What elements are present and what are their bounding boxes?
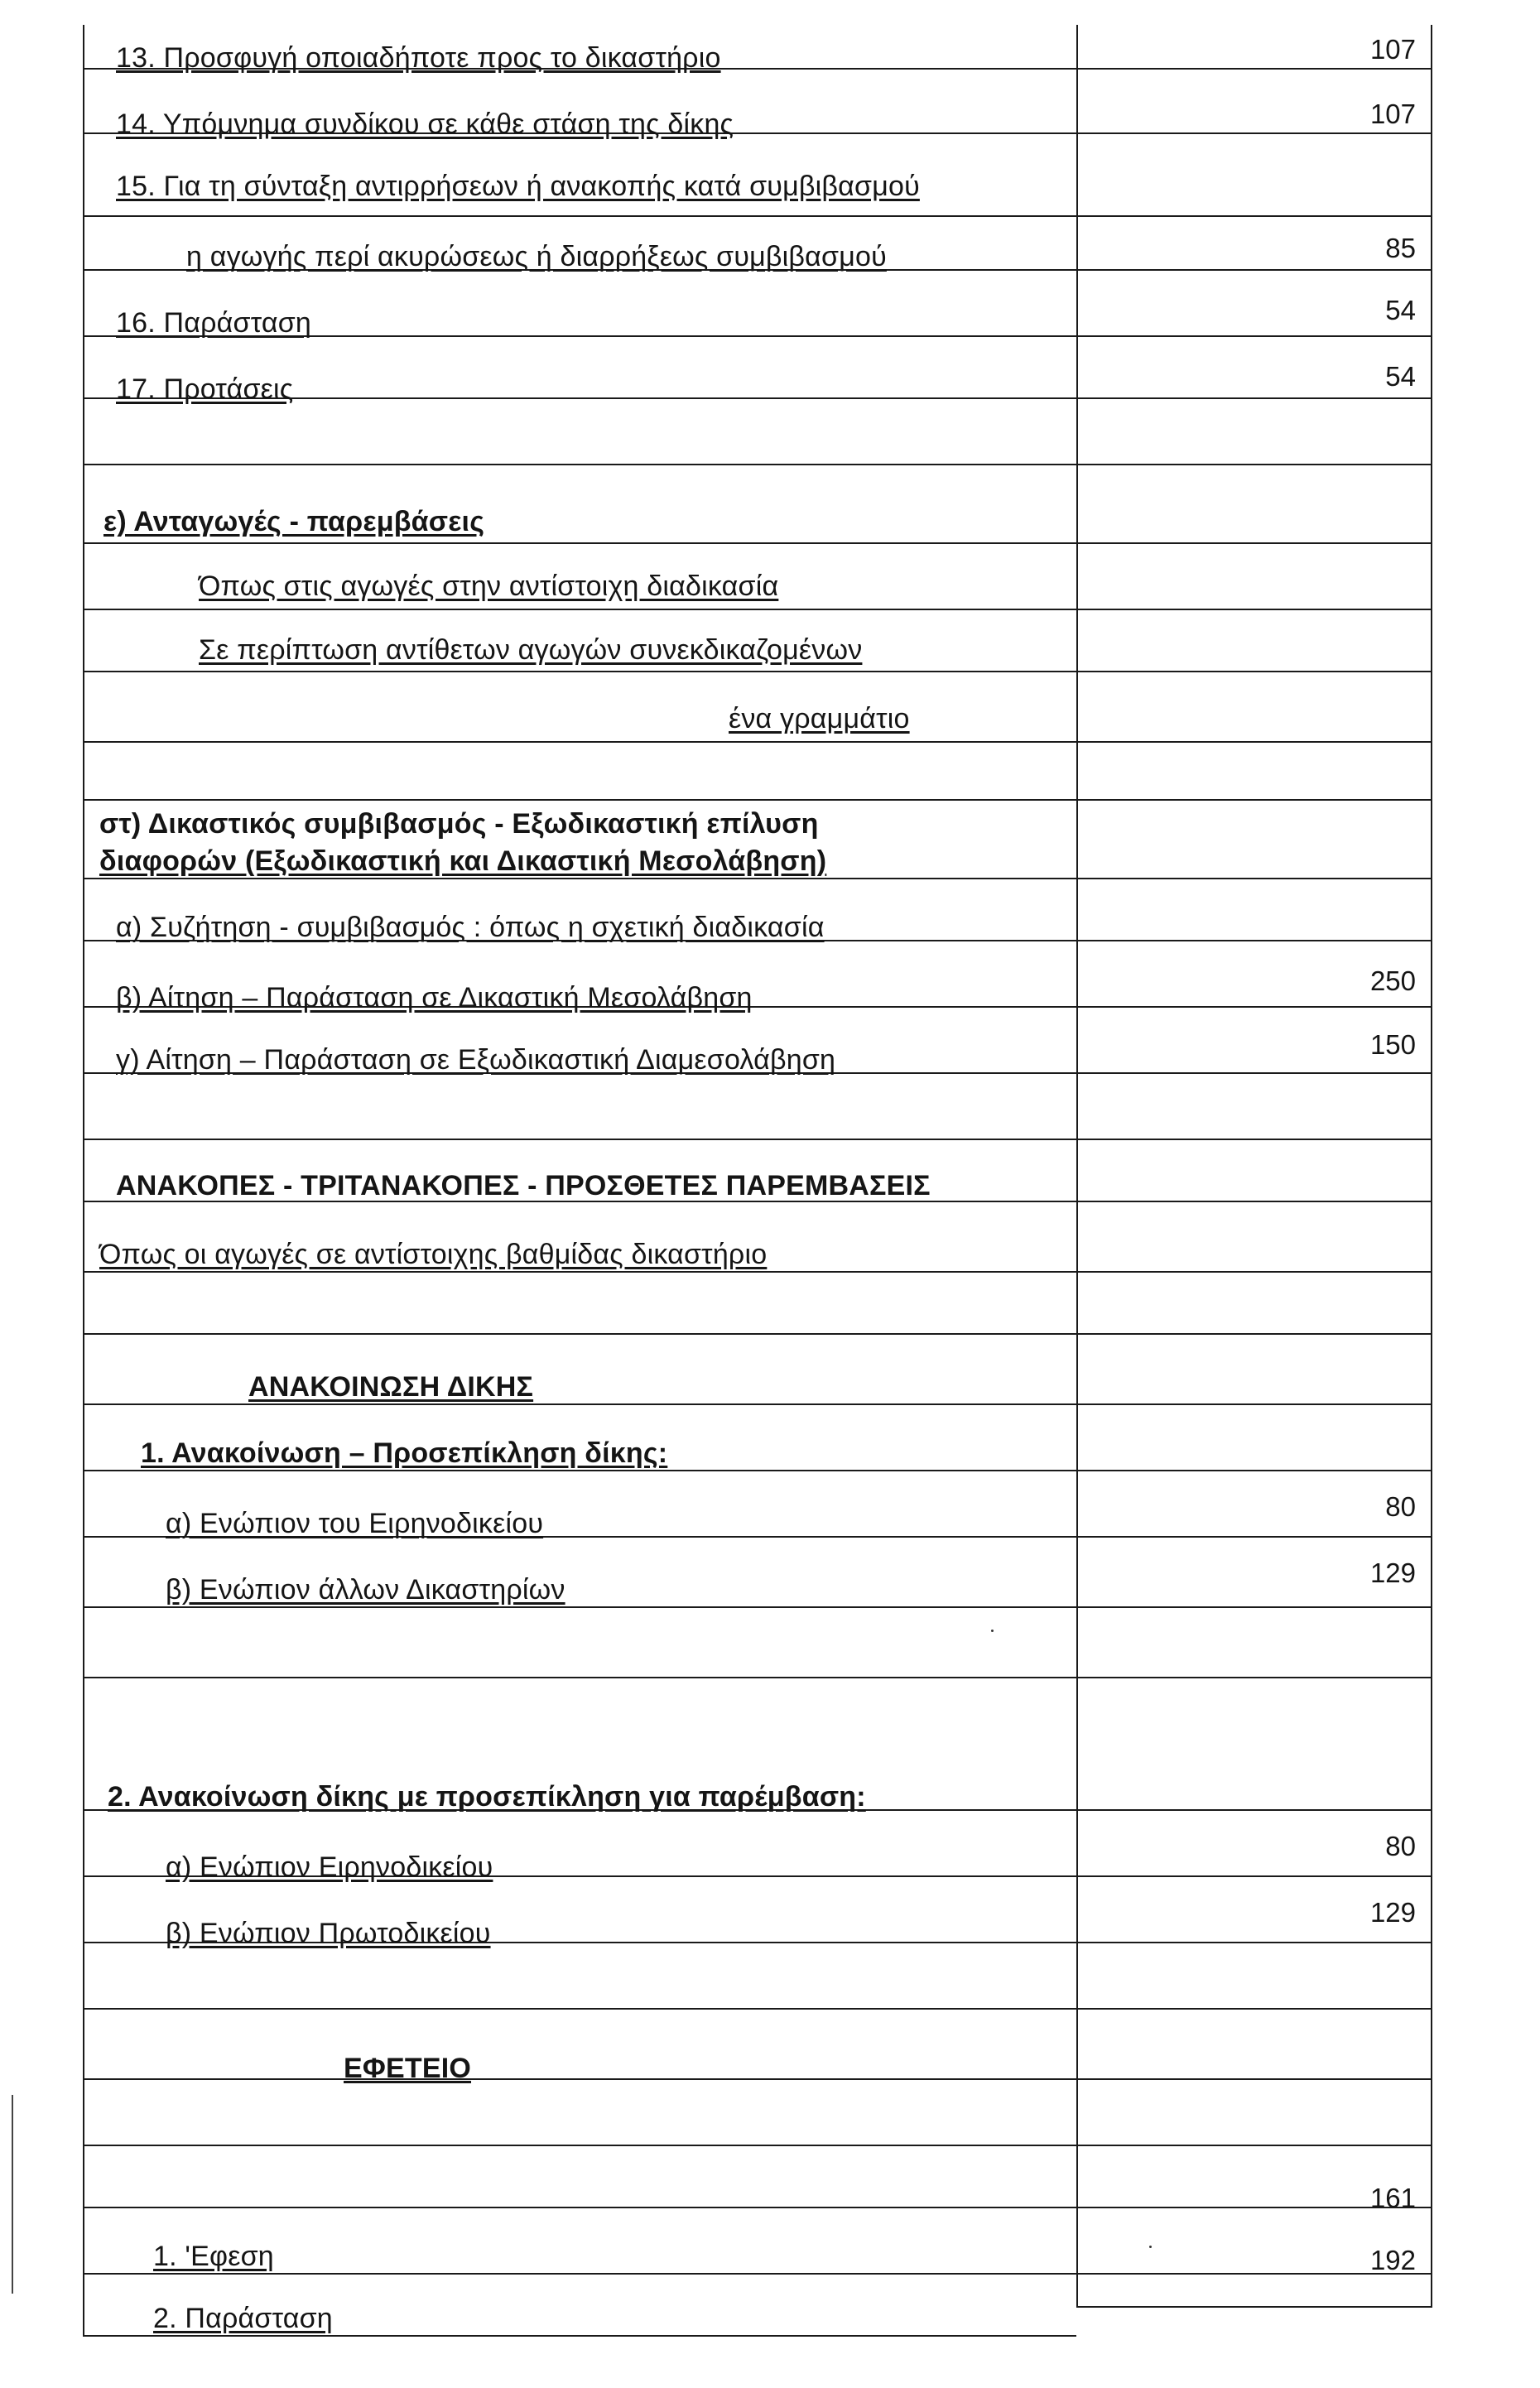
row-line [83, 1403, 1432, 1405]
section-e-line1: Όπως στις αγωγές στην αντίστοιχη διαδικασία [199, 571, 779, 602]
row-15-amount: 85 [1385, 233, 1416, 263]
row-line [83, 1139, 1432, 1140]
row-line [83, 1271, 1432, 1273]
scan-speck [1149, 2246, 1152, 2248]
row-16-text: 16. Παράσταση [116, 307, 312, 339]
section-st-c-text: γ) Αίτηση – Παράσταση σε Εξωδικαστική Διαμεσολάβηση [116, 1044, 836, 1076]
row-13-text: 13. Προσφυγή οποιαδήποτε προς το δικαστήριο [116, 42, 721, 74]
anakoinosi-p1-title: 1. Ανακοίνωση – Προσεπίκληση δίκης: [141, 1437, 668, 1469]
row-line [83, 1677, 1432, 1678]
row-line [83, 2008, 1432, 2010]
table-right-border [1431, 25, 1432, 2306]
row-17-amount: 54 [1385, 361, 1416, 392]
anakoinosi-p2-b-amount: 129 [1369, 1897, 1416, 1928]
section-st-b-amount: 250 [1369, 965, 1416, 996]
row-line [1076, 2306, 1432, 2308]
row-14-text: 14. Υπόμνημα συνδίκου σε κάθε στάση της δίκης [116, 108, 734, 140]
section-st-heading-2: διαφορών (Εξωδικαστική και Δικαστική Μεσολάβηση) [99, 845, 827, 877]
row-line [83, 2207, 1432, 2208]
efeteio-r1-text: 1. 'Εφεση [153, 2241, 274, 2272]
section-e-line2: Σε περίπτωση αντίθετων αγωγών συνεκδικαζομένων [199, 634, 863, 666]
efeteio-r2-text: 2. Παράσταση [153, 2303, 333, 2334]
row-line [83, 671, 1432, 672]
margin-mark [12, 2095, 13, 2294]
row-line [83, 2145, 1432, 2146]
row-line [83, 878, 1432, 879]
section-st-b-text: β) Αίτηση – Παράσταση σε Δικαστική Μεσολάβηση [116, 982, 753, 1013]
efeteio-r2-amount: 192 [1369, 2245, 1416, 2275]
anakoinosi-p1-b-text: β) Ενώπιον άλλων Δικαστηρίων [166, 1574, 565, 1606]
row-16-amount: 54 [1385, 295, 1416, 325]
anakoinosi-p1-a-amount: 80 [1385, 1491, 1416, 1522]
table-left-border [83, 25, 84, 2337]
row-15-text-line2: η αγωγής περί ακυρώσεως ή διαρρήξεως συμβιβασμού [186, 241, 887, 272]
row-line [83, 464, 1432, 465]
anakoinosi-p2-a-amount: 80 [1385, 1831, 1416, 1861]
section-e-line3: ένα γραμμάτιο [729, 703, 910, 734]
row-line [83, 609, 1432, 610]
section-e-heading: ε) Ανταγωγές - παρεμβάσεις [103, 506, 485, 537]
efeteio-heading: ΕΦΕΤΕΙΟ [344, 2053, 472, 2084]
row-line [83, 1333, 1432, 1335]
anakoinosi-p2-a-text: α) Ενώπιον Ειρηνοδικείου [166, 1851, 493, 1883]
row-15-text-line1: 15. Για τη σύνταξη αντιρρήσεων ή ανακοπής κατά συμβιβασμού [116, 171, 920, 202]
section-st-heading-1: στ) Δικαστικός συμβιβασμός - Εξωδικαστική επίλυση [99, 808, 819, 840]
row-line [83, 741, 1432, 743]
row-line [83, 1470, 1432, 1471]
section-st-a-text: α) Συζήτηση - συμβιβασμός : όπως η σχετική διαδικασία [116, 912, 825, 943]
efeteio-r1-amount: 161 [1369, 2183, 1416, 2213]
row-14-amount: 107 [1369, 99, 1416, 129]
anakoinosi-p2-title: 2. Ανακοίνωση δίκης με προσεπίκληση για παρέμβαση: [108, 1781, 866, 1813]
scan-speck [991, 1630, 994, 1632]
section-st-c-amount: 150 [1369, 1029, 1416, 1060]
row-13-amount: 107 [1369, 34, 1416, 65]
row-line [83, 1606, 1432, 1608]
row-line [83, 215, 1432, 217]
anakoinosi-p2-b-text: β) Ενώπιον Πρωτοδικείου [166, 1918, 491, 1949]
anakopes-heading: ΑΝΑΚΟΠΕΣ - ΤΡΙΤΑΝΑΚΟΠΕΣ - ΠΡΟΣΘΕΤΕΣ ΠΑΡΕΜΒΑΣΕΙΣ [116, 1170, 931, 1201]
row-line [83, 2078, 1432, 2080]
row-line [83, 2273, 1432, 2275]
row-line [83, 799, 1432, 801]
anakoinosi-heading: ΑΝΑΚΟΙΝΩΣΗ ΔΙΚΗΣ [248, 1371, 534, 1403]
row-line [83, 542, 1432, 544]
anakoinosi-p1-a-text: α) Ενώπιον του Ειρηνοδικείου [166, 1508, 544, 1539]
row-17-text: 17. Προτάσεις [116, 373, 294, 405]
anakoinosi-p1-b-amount: 129 [1369, 1557, 1416, 1588]
row-line [83, 2335, 1076, 2337]
table-column-divider [1076, 25, 1078, 2306]
anakopes-line1: Όπως οι αγωγές σε αντίστοιχης βαθμίδας δικαστήριο [99, 1239, 768, 1270]
